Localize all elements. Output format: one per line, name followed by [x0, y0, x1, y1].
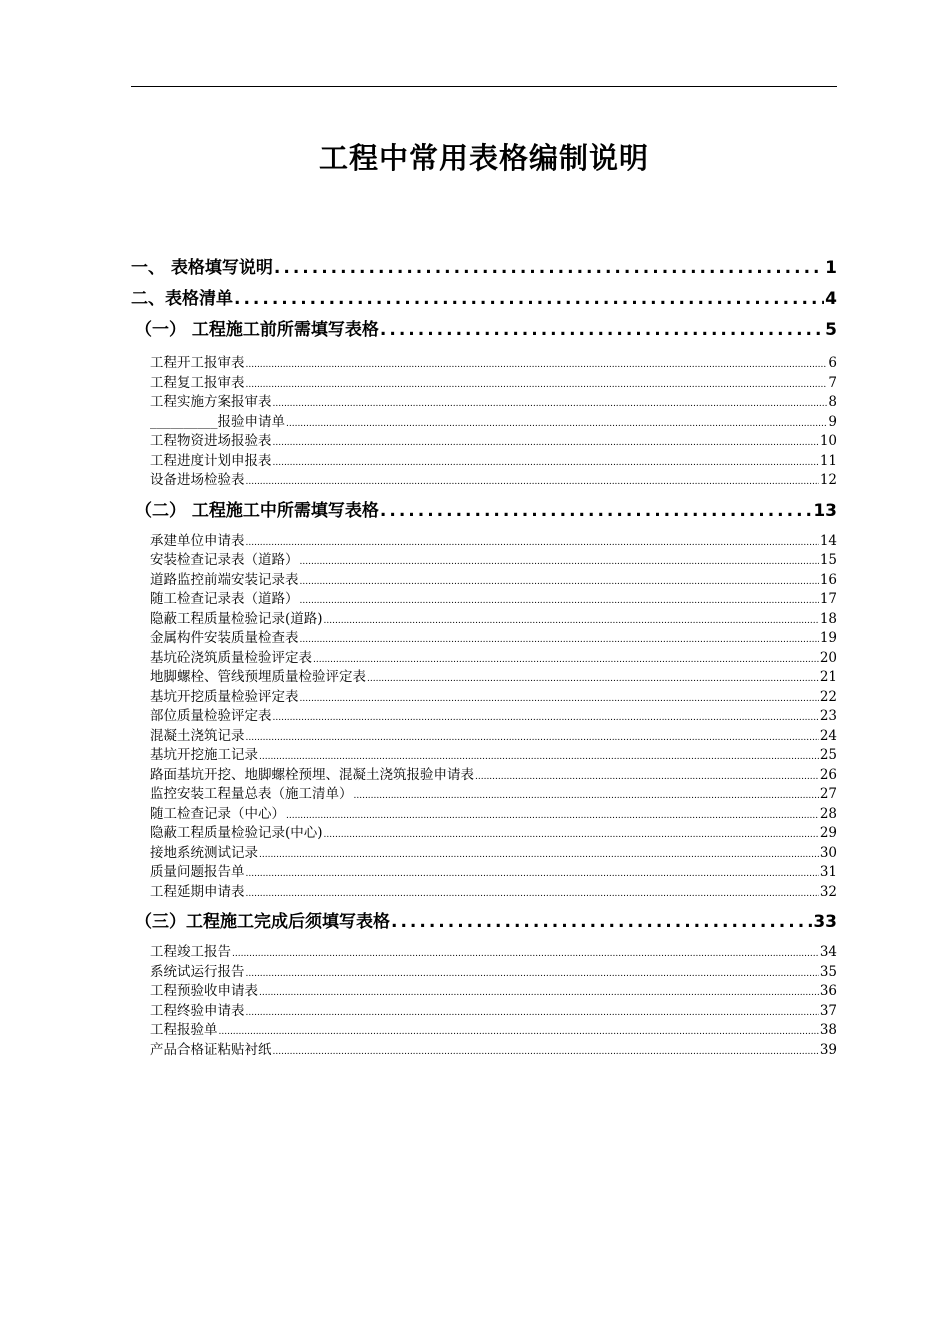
toc-item-label: 部位质量检验评定表: [150, 708, 272, 724]
toc-page-number: 27: [819, 786, 837, 802]
toc-dot-leader: [234, 289, 824, 309]
toc-item[interactable]: [131, 1018, 837, 1038]
toc-dot-leader: [273, 713, 819, 723]
toc-item-label: 隐蔽工程质量检验记录(中心): [150, 825, 323, 841]
toc-page-number: 38: [819, 1022, 837, 1038]
toc-dot-leader: [324, 616, 819, 626]
toc-item-label: 基坑砼浇筑质量检验评定表: [150, 649, 312, 665]
toc-item-label: 随工检查记录表（道路）: [150, 591, 299, 607]
toc-dot-leader: [354, 791, 819, 801]
toc-dot-leader: [300, 596, 819, 606]
toc-dot-leader: [259, 752, 819, 762]
toc-dot-leader: [300, 635, 819, 645]
toc-page-number: 14: [819, 532, 837, 548]
toc-item[interactable]: [131, 940, 837, 960]
toc-page-number: 5: [825, 320, 837, 340]
toc-item-label: __________报验申请单: [150, 413, 285, 429]
toc-item-label: 工程竣工报告: [150, 944, 231, 960]
toc-page-number: 8: [828, 394, 837, 410]
toc-item[interactable]: [131, 568, 837, 588]
toc-item[interactable]: [131, 841, 837, 861]
toc-page-number: 26: [819, 766, 837, 782]
toc-dot-leader: [380, 501, 812, 521]
toc-item[interactable]: [131, 860, 837, 880]
toc-item-label: 基坑开挖施工记录: [150, 747, 258, 763]
toc-item[interactable]: [131, 743, 837, 763]
toc-dot-leader: [259, 988, 819, 998]
toc-entry-label: 二、表格清单: [131, 289, 233, 309]
toc-entry-level1[interactable]: [131, 284, 837, 315]
toc-page-number: 30: [819, 844, 837, 860]
toc-item[interactable]: [131, 529, 837, 549]
toc-item[interactable]: [131, 1038, 837, 1058]
toc-item[interactable]: [131, 979, 837, 999]
toc-page-number: 11: [819, 452, 837, 468]
toc-page-number: 20: [819, 649, 837, 665]
toc-page-number: 19: [819, 630, 837, 646]
toc-item-label: 工程报验单: [150, 1022, 218, 1038]
toc-item[interactable]: [131, 587, 837, 607]
toc-page-number: 16: [819, 571, 837, 587]
toc-dot-leader: [274, 258, 824, 278]
toc-dot-leader: [246, 380, 828, 390]
toc-page-number: 18: [819, 610, 837, 626]
toc-item-label: 工程进度计划申报表: [150, 452, 272, 468]
toc-section-during-construction[interactable]: [131, 496, 837, 529]
toc-entry-label: （一） 工程施工前所需填写表格: [135, 320, 379, 340]
toc-section-before-construction[interactable]: [131, 315, 837, 351]
toc-page-number: 23: [819, 708, 837, 724]
toc-item-label: 基坑开挖质量检验评定表: [150, 688, 299, 704]
toc-page-number: 24: [819, 727, 837, 743]
toc-page-number: 7: [828, 374, 837, 390]
toc-dot-leader: [273, 1047, 819, 1057]
toc-item[interactable]: [131, 607, 837, 627]
toc-entry-label: （二） 工程施工中所需填写表格: [135, 500, 379, 521]
toc-item-label: 产品合格证粘贴衬纸: [150, 1041, 272, 1057]
toc-item[interactable]: [131, 429, 837, 449]
toc-page-number: 1: [825, 258, 837, 278]
toc-page-number: 32: [819, 883, 837, 899]
toc-item-label: 系统试运行报告: [150, 963, 245, 979]
toc-page-number: 9: [828, 413, 837, 429]
toc-page-number: 36: [819, 983, 837, 999]
table-of-contents: [131, 253, 837, 1065]
toc-dot-leader: [324, 830, 819, 840]
toc-dot-leader: [300, 557, 819, 567]
toc-item-label: 工程实施方案报审表: [150, 394, 272, 410]
toc-page-number: 22: [819, 688, 837, 704]
toc-item[interactable]: [131, 449, 837, 469]
toc-dot-leader: [232, 949, 819, 959]
toc-item[interactable]: [131, 802, 837, 822]
toc-item-label: 接地系统测试记录: [150, 844, 258, 860]
toc-page-number: 10: [819, 433, 837, 449]
toc-item-label: 道路监控前端安装记录表: [150, 571, 299, 587]
toc-item-label: 工程终验申请表: [150, 1002, 245, 1018]
toc-dot-leader: [300, 694, 819, 704]
toc-item[interactable]: [131, 390, 837, 410]
toc-item-label: 工程延期申请表: [150, 883, 245, 899]
toc-entry-level1[interactable]: [131, 253, 837, 284]
toc-item-label: 混凝土浇筑记录: [150, 727, 245, 743]
toc-item[interactable]: [131, 371, 837, 391]
toc-dot-leader: [380, 320, 824, 340]
toc-dot-leader: [246, 733, 819, 743]
toc-page-number: 4: [825, 289, 837, 309]
toc-dot-leader: [286, 811, 819, 821]
toc-dot-leader: [246, 869, 819, 879]
toc-section1-items: [131, 351, 837, 488]
toc-page-number: 15: [819, 552, 837, 568]
toc-item[interactable]: [131, 351, 837, 371]
toc-dot-leader: [475, 772, 819, 782]
toc-page-number: 33: [813, 912, 837, 932]
toc-item-label: 安装检查记录表（道路）: [150, 552, 299, 568]
toc-page-number: 35: [819, 963, 837, 979]
toc-item[interactable]: [131, 548, 837, 568]
toc-item[interactable]: [131, 685, 837, 705]
toc-item-label: 工程开工报审表: [150, 355, 245, 371]
toc-item[interactable]: [131, 665, 837, 685]
toc-dot-leader: [367, 674, 819, 684]
toc-section-after-construction[interactable]: [131, 907, 837, 940]
toc-page-number: 31: [819, 864, 837, 880]
toc-item-label: 隐蔽工程质量检验记录(道路): [150, 610, 323, 626]
toc-dot-leader: [391, 912, 812, 932]
toc-dot-leader: [300, 577, 819, 587]
toc-page-number: 6: [828, 355, 837, 371]
toc-page-number: 13: [813, 500, 837, 521]
toc-dot-leader: [246, 969, 819, 979]
toc-item-label: 随工检查记录（中心）: [150, 805, 285, 821]
toc-item-label: 工程复工报审表: [150, 374, 245, 390]
toc-dot-leader: [313, 655, 819, 665]
toc-item-label: 地脚螺栓、管线预埋质量检验评定表: [150, 669, 366, 685]
toc-item-label: 质量问题报告单: [150, 864, 245, 880]
toc-item-label: 设备进场检验表: [150, 472, 245, 488]
toc-dot-leader: [286, 419, 827, 429]
toc-dot-leader: [246, 477, 819, 487]
toc-page-number: 39: [819, 1041, 837, 1057]
toc-page-number: 21: [819, 669, 837, 685]
toc-item[interactable]: [131, 468, 837, 488]
toc-page-number: 12: [819, 472, 837, 488]
toc-dot-leader: [273, 458, 819, 468]
toc-item[interactable]: [131, 821, 837, 841]
toc-page-number: 28: [819, 805, 837, 821]
toc-item-label: 监控安装工程量总表（施工清单）: [150, 786, 353, 802]
toc-item[interactable]: [131, 960, 837, 980]
toc-item[interactable]: [131, 880, 837, 900]
toc-item[interactable]: [131, 724, 837, 744]
toc-item[interactable]: [131, 763, 837, 783]
toc-dot-leader: [219, 1027, 819, 1037]
toc-item[interactable]: [131, 410, 837, 430]
toc-item-label: 承建单位申请表: [150, 532, 245, 548]
toc-dot-leader: [273, 399, 828, 409]
toc-page-number: 34: [819, 944, 837, 960]
toc-item-label: 工程物资进场报验表: [150, 433, 272, 449]
toc-entry-label: 一、 表格填写说明: [131, 258, 273, 278]
document-title: 工程中常用表格编制说明: [318, 141, 649, 175]
toc-dot-leader: [259, 850, 819, 860]
toc-item[interactable]: [131, 626, 837, 646]
toc-page-number: 37: [819, 1002, 837, 1018]
toc-dot-leader: [246, 1008, 819, 1018]
toc-item-label: 路面基坑开挖、地脚螺栓预埋、混凝土浇筑报验申请表: [150, 766, 474, 782]
toc-dot-leader: [246, 360, 828, 370]
toc-dot-leader: [246, 889, 819, 899]
toc-item-label: 工程预验收申请表: [150, 983, 258, 999]
toc-dot-leader: [246, 538, 819, 548]
toc-item[interactable]: [131, 999, 837, 1019]
toc-page-number: 17: [819, 591, 837, 607]
toc-item[interactable]: [131, 782, 837, 802]
toc-item[interactable]: [131, 646, 837, 666]
toc-page-number: 25: [819, 747, 837, 763]
toc-item[interactable]: [131, 704, 837, 724]
toc-page-number: 29: [819, 825, 837, 841]
toc-dot-leader: [273, 438, 819, 448]
toc-entry-label: （三）工程施工完成后须填写表格: [135, 912, 390, 932]
toc-item-label: 金属构件安装质量检查表: [150, 630, 299, 646]
toc-section3-items: [131, 940, 837, 1057]
toc-section2-items: [131, 529, 837, 900]
header-rule: [131, 86, 837, 87]
